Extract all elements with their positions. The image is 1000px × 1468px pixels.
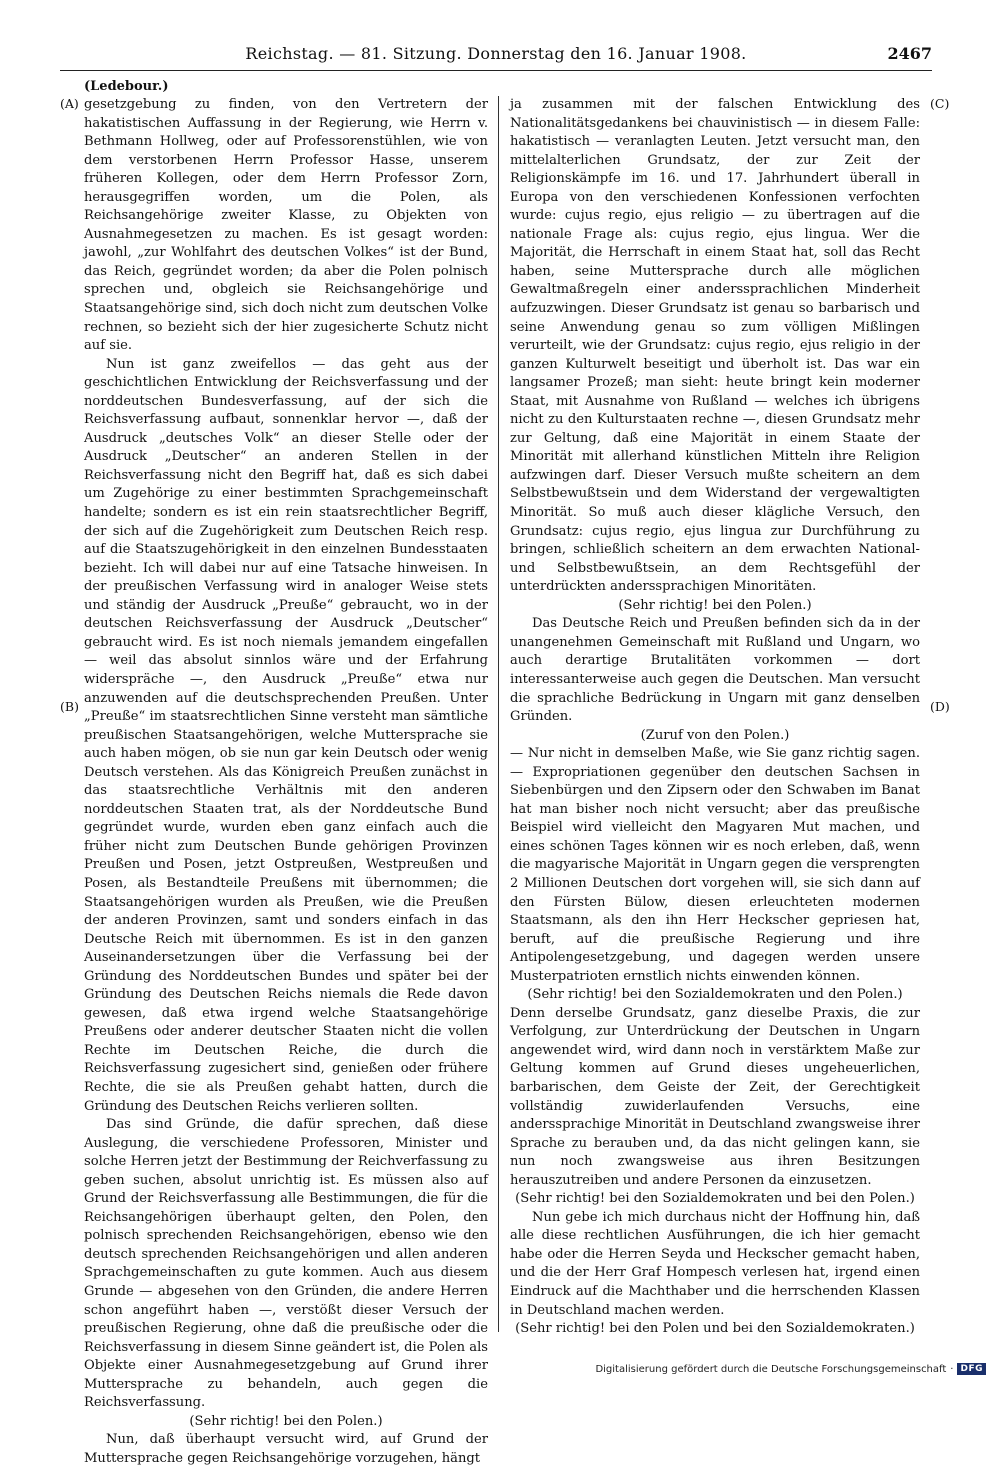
interjection: (Sehr richtig! bei den Polen und bei den Sozialdemokraten.) [515, 1321, 915, 1337]
paragraph: — Nur nicht in demselben Maße, wie Sie ganz richtig sagen. — Expropriationen gegenüber den deutschen Sachsen in Siebenbürgen und den Zipsern oder den Schwaben im Banat hat man bisher noch nicht versucht; aber das preußische Beispiel wird vielleicht den Magyaren Mut machen, und eines schönen Tages können wir es noch erleben, daß, wenn die magyarische Majorität in Ungarn gegen die versprengten 2 Millionen Deutschen dort vorgehen will, sie sich dann auf den Fürsten Bülow, diesen erleuchteten modernen Staatsmann, als den ihn Herr Heckscher gepriesen hat, beruft, auf die preußische Regierung und ihre Antipolengesetzgebung, und dagegen werden unsere Musterpatrioten ernstlich nichts einwenden können. [510, 746, 920, 984]
interjection: (Zuruf von den Polen.) [640, 727, 790, 743]
interjection: (Sehr richtig! bei den Polen.) [618, 597, 812, 613]
paragraph: Denn derselbe Grundsatz, ganz dieselbe Praxis, die zur Verfolgung, zur Unterdrückung der Deutschen in Ungarn angewendet wird, wird dann noch in verstärktem Maße zur Geltung kommen auf Grund dieses ungeheuerlichen, barbarischen, dem Geiste der Zeit, der Gerechtigkeit vollständig zuwiderlaufenden Versuchs, eine anderssprachige Minorität in Deutschland zwangsweise ihrer Sprache zu berauben und, da das nicht gelingen kann, sie nun noch zwangsweise aus ihren Besitzungen herauszutreiben und andere Personen da einzusetzen. [510, 1005, 920, 1188]
paragraph: Nun ist ganz zweifellos — das geht aus der geschichtlichen Entwicklung der Reichsverfassung und der norddeutschen Bundesverfassung, auf der sich die Reichsverfassung aufbaut, sonnenklar hervor —, daß der Ausdruck „deutsches Volk“ an dieser Stelle oder der Ausdruck „Deutscher“ an anderen Stellen in der Reichsverfassung nicht den Begriff hat, daß es sich dabei um Zugehörige zu einer bestimmten Sprachgemeinschaft handelte; sondern es ist ein rein staatsrechtlicher Begriff, der sich auf die Zugehörigkeit zum Deutschen Reich resp. auf die Staatszugehörigkeit in den einzelnen Bundesstaaten bezieht. Ich will dabei nur auf eine Tatsache hinweisen. In der preußischen Verfassung wird in analoger Weise stets und ständig der Ausdruck „Preuße“ gebraucht, wo in der deutschen Reichsverfassung der Ausdruck „Deutscher“ gebraucht wird. Es ist noch niemals jemandem eingefallen — weil das absolut sinnlos wäre und der Erfahrung widerspräche —, den Ausdruck „Preuße“ etwa nur anzuwenden auf die deutschsprechenden Preußen. Unter „Preuße“ im staatsrechtlichen Sinne versteht man sämtliche preußischen Staatsangehörigen, welche Muttersprache sie auch haben mögen, ob sie nun gar kein Deutsch oder wenig Deutsch verstehen. Als das Königreich Preußen zunächst in das staatsrechtliche Verhältnis mit den anderen norddeutschen Staaten trat, als der Norddeutsche Bund gegründet wurde, wurden eben ganz einfach auch die früher nicht zum Deutschen Bunde gehörigen Provinzen Preußen und Posen, jetzt Ostpreußen, Westpreußen und Posen, als Bestandteile Preußens mit übernommen; die Staatsangehörigen wurden als Preußen, wie die Preußen der anderen Provinzen, samt und sonders einfach in das Deutsche Reich mit übernommen. Es ist in den ganzen Auseinandersetzungen über die Verfassung bei der Gründung des Norddeutschen Bundes und später bei der Gründung des Deutschen Reichs niemals die Rede davon gewesen, daß etwa irgend welche Staatsangehörige Preußens oder anderer deutscher Staaten nicht die vollen Rechte im Deutschen Reiche, die durch die Reichsverfassung zugesichert sind, genießen oder frühere Rechte, die sie als Preußen gehabt hatten, durch die Gründung des Deutschen Reichs verlieren sollten. [84, 356, 488, 1114]
margin-marker-d: (D) [930, 699, 950, 714]
paragraph: Das Deutsche Reich und Preußen befinden sich da in der unangenehmen Gemeinschaft mit Rußland und Ungarn, wo auch derartige Brutalitäten vorkommen — dort interessanterweise auch gegen die Deutschen. Man versucht die sprachliche Bedrückung in Ungarn mit ganz denselben Gründen. [510, 616, 920, 725]
interjection: (Sehr richtig! bei den Sozialdemokraten und den Polen.) [527, 987, 903, 1003]
paragraph: gesetzgebung zu finden, von den Vertretern der hakatistischen Auffassung in der Regierung, wie Herrn v. Bethmann Hollweg, oder auf Professorenstühlen, wie von dem verstorbenen Herrn Professor Hasse, unserem früheren Kollegen, oder dem Herrn Professor Zorn, herausgegriffen worden, um die Polen, als Reichsangehörige zweiter Klasse, zu Objekten von Ausnahmegesetzen zu machen. Es ist gesagt worden: jawohl, „zur Wohlfahrt des deutschen Volkes“ ist der Bund, das Reich, gegründet worden; da aber die Polen polnisch sprechen und, obgleich sie Reichsangehörige und Staatsangehörige sind, sich doch nicht zum deutschen Volke rechnen, so bezieht sich der hier zugesicherte Schutz nicht auf sie. [84, 97, 488, 354]
paragraph: Nun gebe ich mich durchaus nicht der Hoffnung hin, daß alle diese rechtlichen Ausführungen, die ich hier gemacht habe oder die Herren Seyda und Heckscher gemacht haben, und die der Herr Graf Hompesch verlesen hat, irgend einen Eindruck auf die Machthaber und die herrschenden Klassen in Deutschland machen werden. [510, 1209, 920, 1318]
left-column [84, 96, 488, 1468]
footer-credit: Digitalisierung gefördert durch die Deutsche Forschungsgemeinschaft [595, 1363, 947, 1375]
margin-marker-b: (B) [60, 699, 79, 714]
page-number: 2467 [887, 44, 932, 63]
paragraph: ja zusammen mit der falschen Entwicklung des Nationalitätsgedankens bei chauvinistisch — in diesem Falle: hakatistisch — veranlagten Leuten. Jetzt versucht man, den mittelalterlichen Grundsatz, der zur Zeit der Religionskämpfe im 16. und 17. Jahrhundert überall in Europa von den verschiedenen Konfessionen verfochten wurde: cujus regio, ejus religio — zu übertragen auf die nationale Frage als: cujus regio, ejus lingua. Wer die Majorität, die Herrschaft in einem Staat hat, soll das Recht haben, seine Muttersprache durch alle möglichen Gewaltmaßregeln einer anderssprachlichen Minderheit aufzuzwingen. Dieser Grundsatz ist genau so barbarisch und seine Anwendung genau so zum völligen Mißlingen verurteilt, wie der Grundsatz: cujus regio, ejus religio in der ganzen Kulturwelt beseitigt und überholt ist. Das war ein langsamer Prozeß; man sieht: heute bringt kein moderner Staat, mit Ausnahme von Rußland — welches ich übrigens nicht zu den Kulturstaaten rechne —, diesen Grundsatz mehr zur Geltung, daß eine Majorität in einem Staate der Minorität mit allerhand künstlichen Mitteln ihre Religion aufzwingen darf. Dieser Versuch mußte scheitern an dem Selbstbewußtsein und dem Widerstand der vergewaltigten Minorität. So muß auch dieser klägliche Versuch, den Grundsatz: cujus regio, ejus lingua zur Durchführung zu bringen, schließlich scheitern an dem erwachten National- und Selbstbewußtsein, an dem Rechtsgefühl der unterdrückten anderssprachigen Minoritäten. [510, 97, 920, 595]
running-title: Reichstag. — 81. Sitzung. Donnerstag den 16. Januar 1908. [245, 44, 747, 63]
column-divider [498, 96, 499, 1332]
page-header [60, 42, 932, 71]
paragraph: Nun, daß überhaupt versucht wird, auf Grund der Muttersprache gegen Reichsangehörige vorzugehen, hängt [84, 1432, 488, 1466]
margin-marker-a: (A) [60, 96, 79, 111]
speaker-name: (Ledebour.) [84, 79, 169, 94]
right-column [510, 96, 920, 1339]
interjection: (Sehr richtig! bei den Sozialdemokraten und bei den Polen.) [515, 1191, 915, 1207]
footer: Digitalisierung gefördert durch die Deutsche Forschungsgemeinschaft · DFG [595, 1363, 986, 1375]
interjection: (Sehr richtig! bei den Polen.) [189, 1413, 383, 1429]
paragraph: Das sind Gründe, die dafür sprechen, daß diese Auslegung, die verschiedene Professoren, Minister und solche Herren jetzt der Bestimmung der Reichverfassung zu geben suchen, absolut unrichtig ist. Es müssen also auf Grund der Reichsverfassung alle Bestimmungen, die für die Reichsangehörigen überhaupt gelten, den Polen, den polnisch sprechenden Reichsangehörigen, ebenso wie den deutsch sprechenden Reichsangehörigen und allen anderen Sprachgemeinschaften zu gute kommen. Auch aus diesem Grunde — abgesehen von den Gründen, die andere Herren schon angeführt haben —, verstößt dieser Versuch der preußischen Regierung, ohne daß die preußische oder die Reichsverfassung in diesem Sinne geändert ist, die Polen als Objekte einer Ausnahmegesetzgebung auf Grund ihrer Muttersprache zu behandeln, auch gegen die Reichsverfassung. [84, 1117, 488, 1411]
dfg-logo: DFG [957, 1363, 986, 1375]
margin-marker-c: (C) [930, 96, 950, 111]
